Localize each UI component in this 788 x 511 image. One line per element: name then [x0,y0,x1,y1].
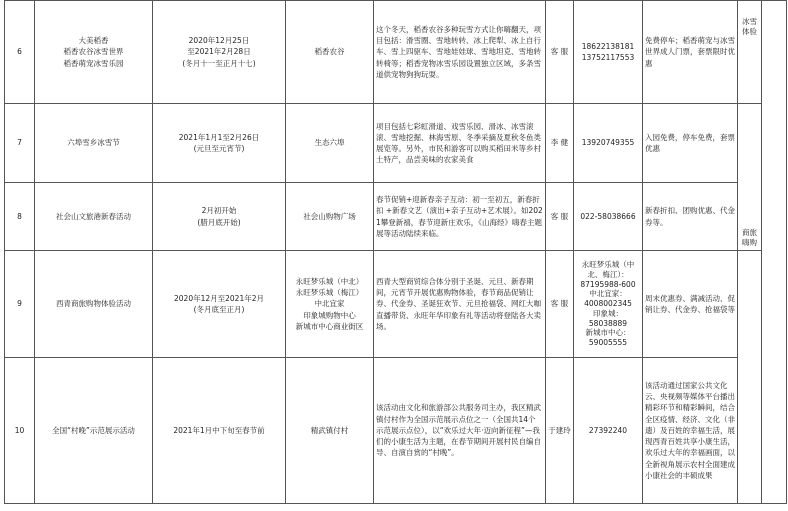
contact-phone [574,358,643,504]
activity-venue-line: 新城市中心商业街区 [295,321,364,331]
activity-time-line: 2020年12月至2021年2月 [174,293,264,303]
activity-name [35,183,153,251]
benefit-measures: 免费停车；稻香萌宠与冰雪世界成人门票，套票限时优惠 [643,1,738,104]
activity-name [35,1,153,104]
category-cell [738,358,762,504]
category-line: 冰雪 [742,17,757,26]
phone-line: 4008002345 [584,299,632,309]
activity-venue-line: 印象城购物中心 [303,310,356,320]
phone-line: 13752117553 [581,53,635,62]
activity-venue [286,183,374,251]
activity-venue-line: 中北宜家 [314,299,345,309]
category-shopping [738,183,762,251]
category-line: 体验 [742,27,757,37]
row-number: 10 [5,358,35,504]
activity-name [35,104,153,183]
phone-line: 59005555 [588,338,628,348]
category-ice-snow [738,1,762,104]
phone-line: 87195988-600 [580,279,636,289]
activity-description: 项目包括七彩虹滑道、戏雪乐园、滑冰、冰雪滚滚、雪地挖掘、林海雪原、冬季采摘及夏秋冬鱼类展览等。另外，市民和游客可以购买稻田米等乡村土特产，品尝美味的农家美食 [374,104,546,183]
table-row [5,251,787,358]
activity-time [153,251,286,358]
contact-person: 客 服 [546,183,574,251]
activity-venue-line: 永旺梦乐城（梅江） [295,288,364,298]
row-number: 8 [5,183,35,251]
activity-venue-line: 永旺梦乐城（中北） [295,276,364,286]
activity-venue-line: 生态六埠 [314,138,345,148]
row-number: 7 [5,104,35,183]
activity-venue-line: 稻香农谷 [314,47,345,57]
activity-time [153,104,286,183]
activity-time [153,358,286,504]
activity-name-line: 西青商旅购物体验活动 [56,299,131,309]
activities-table [4,0,787,504]
activity-time-line: (腊月底开始) [197,217,241,227]
activity-time-line: 2021年1月1至2月26日 [178,132,260,142]
activity-venue [286,358,374,504]
activity-name-line: 稻香萌宠冰雪乐园 [63,58,124,68]
activity-venue [286,251,374,358]
contact-person: 客 服 [546,251,574,358]
remarks-cell [762,358,787,504]
activity-time [153,1,286,104]
category-cell [738,251,762,358]
activity-description: 春节促销+迎新春亲子互动：初一至初五，新春折扣 +新春文艺（演出+亲子互动+艺术展）。如2021攀登新禧，春节迎新庄欢乐，《山海经》嗨春主题展等活动陆续来临。 [374,183,546,251]
activity-time-line: (冬月底至正月) [193,305,245,314]
activity-time-line: (冬月十一至正月十七) [182,58,256,68]
row-number: 9 [5,251,35,358]
table-row [5,358,787,504]
activity-time-line: (元旦至元宵节) [193,144,245,153]
row-number: 6 [5,1,35,104]
contact-person: 李 健 [546,104,574,183]
contact-phone [574,104,643,183]
category-line: 嗨购 [742,237,757,247]
contact-person: 于建玲 [546,358,574,504]
activity-venue-line: 社会山购物广场 [303,211,356,221]
activity-description: 西青大型商贸综合体分别于圣诞、元旦、新春期间，元宵节开展优惠购物体验，春节商品促销让券、代金券、圣诞狂欢节、元旦抢福袋、网红大咖直播带货、永旺年华印象有礼等活动将登陆各大卖场。 [374,251,546,358]
activity-time-line: 至2021年2月28日 [187,47,251,57]
category-cell [738,104,762,183]
phone-line: 新城市中心： [585,328,631,338]
remarks-cell [762,251,787,358]
activity-venue [286,1,374,104]
remarks-cell [762,183,787,251]
table-row [5,104,787,183]
table-row [5,1,787,104]
activity-name [35,358,153,504]
activity-venue [286,104,374,183]
remarks-cell [762,1,787,104]
activity-description: 这个冬天，稻香农谷多种玩雪方式让你嗨翻天，项目包括：滑雪圈、雪地转转、冰上爬犁、冰上自行车、雪上四驱车、雪地娃娃球、雪地坦克、雪地转转椅等；稻香宠物冰雪乐园设置独立区域，多条雪道供宠物狗狗玩耍。 [374,1,546,104]
activity-time-line: 2020年12月25日 [188,36,250,46]
activity-name [35,251,153,358]
activity-name-line: 社会山文旅港新春活动 [56,211,131,221]
benefit-measures: 入园免费，停车免费，套票优惠 [643,104,738,183]
activity-description: 该活动由文化和旅游部公共服务司主办，我区精武镇付村作为全国示范展示点位之一（全国共14个示范展示点位），以“欢乐过大年·迈向新征程”—我们的小康生活为主题，在春节期间开展村民自编自导、自演自赏的“村晚”。 [374,358,546,504]
activity-time-line: 2月初开始 [201,206,237,216]
phone-line: 58038889 [588,318,628,328]
phone-line: 印象城： [593,308,623,318]
activity-name-line: 六埠雪乡冰雪节 [67,138,120,148]
phone-line: 18622138181 [581,41,635,51]
activity-time [153,183,286,251]
contact-phone [574,1,643,104]
activity-name-line: 全国“村晚”示范展示活动 [52,425,135,435]
activity-time-line: 2021年1月中下旬至春节前 [173,425,265,435]
contact-person: 客 服 [546,1,574,104]
category-line: 商旅 [742,227,757,237]
contact-phone [574,251,643,358]
phone-line: 永旺梦乐城（中北、梅江）： [581,260,635,279]
phone-line: 中北宜家： [589,289,627,299]
remarks-cell [762,104,787,183]
contact-phone [574,183,643,251]
activity-name-line: 大美稻香 [78,36,109,46]
phone-line: 022-58038666 [580,211,636,221]
phone-line: 13920749355 [581,138,635,148]
benefit-measures: 新春折扣、团购优惠、代金券等。 [643,183,738,251]
activity-venue-line: 精武镇付村 [310,425,349,435]
phone-line: 27392240 [588,425,628,435]
benefit-measures: 周末优惠券、满减活动、促销让券、代金券、抢福袋等 [643,251,738,358]
activity-name-line: 稻香农谷冰雪世界 [63,47,124,57]
benefit-measures: 该活动通过国家公共文化云、央视频等媒体平台播出精彩环节和精彩瞬间，结合全区疫情、经济、文化（非遗）及百姓的幸福生活，展现西青百姓共享小康生活，欢乐过大年的幸福画面，以全新视角展示农村全面建成小康社会的丰硕成果 [643,358,738,504]
table-row [5,183,787,251]
